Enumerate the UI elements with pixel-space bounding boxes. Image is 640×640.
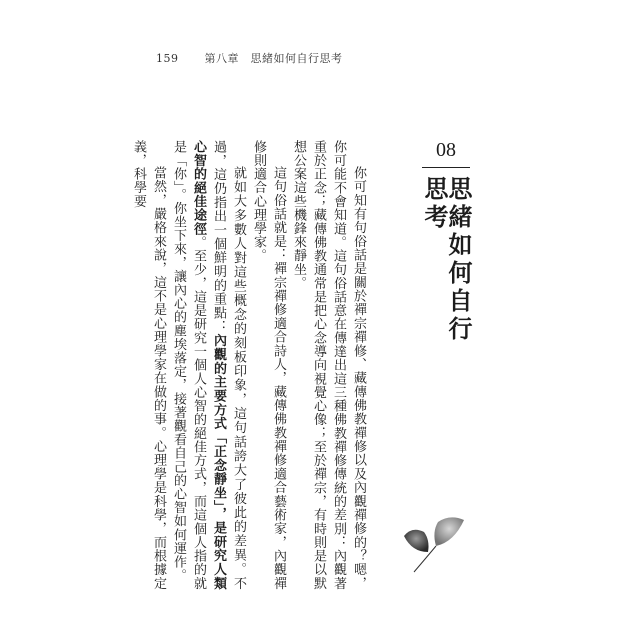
paragraph-text: 。至少，這是研究一個人心智的絕佳方式，而這個人指的就是「你」。你坐下來，讓內心的塵埃落定，接著觀看自己的心智如何運作。 — [171, 140, 206, 590]
emphasis-text: 內觀的主要方式「正念靜坐」，是研究人類心智的絕佳途徑 — [191, 140, 226, 590]
page-number: 159 — [156, 52, 179, 65]
body-text — [128, 140, 368, 590]
paragraph-p3 — [168, 140, 248, 590]
paragraph-text: 當然，嚴格來說，這不是心理學家在做的事。心理學是科學，而根據定義，科學要 — [131, 140, 166, 590]
paragraph-text: 這句俗話就是：禪宗禪修適合詩人，藏傳佛教禪修適合藝術家，內觀禪修則適合心理學家。 — [251, 140, 286, 590]
paragraph-text: 你可知有句俗話是關於禪宗禪修、藏傳佛教禪修以及內觀禪修的？嗯，你可能不會知道。這句俗話意在傳達出這三種佛教禪修傳統的差別：內觀著重於正念；藏傳佛教通常是把心念導向視覺心像；至於禪宗，有時則是以默想公案這些機鋒來靜坐。 — [291, 140, 366, 590]
paragraph-p1 — [288, 140, 368, 590]
paragraph-p2 — [248, 140, 288, 590]
chapter-number: 08 — [436, 139, 456, 161]
chapter-title: 思緒如何自行思考 — [420, 176, 473, 344]
paragraph-p4 — [128, 140, 168, 590]
chapter-heading — [418, 138, 474, 366]
ginkgo-leaf-illustration — [398, 512, 474, 582]
paragraph-text: 就如大多數人對這些概念的刻板印象，這句話誇大了彼此的差異。不過，這仍指出一個鮮明的重點： — [211, 140, 246, 590]
running-chapter-title: 第八章 思緒如何自行思考 — [204, 52, 343, 65]
chapter-divider — [422, 167, 470, 168]
running-header — [156, 50, 343, 66]
